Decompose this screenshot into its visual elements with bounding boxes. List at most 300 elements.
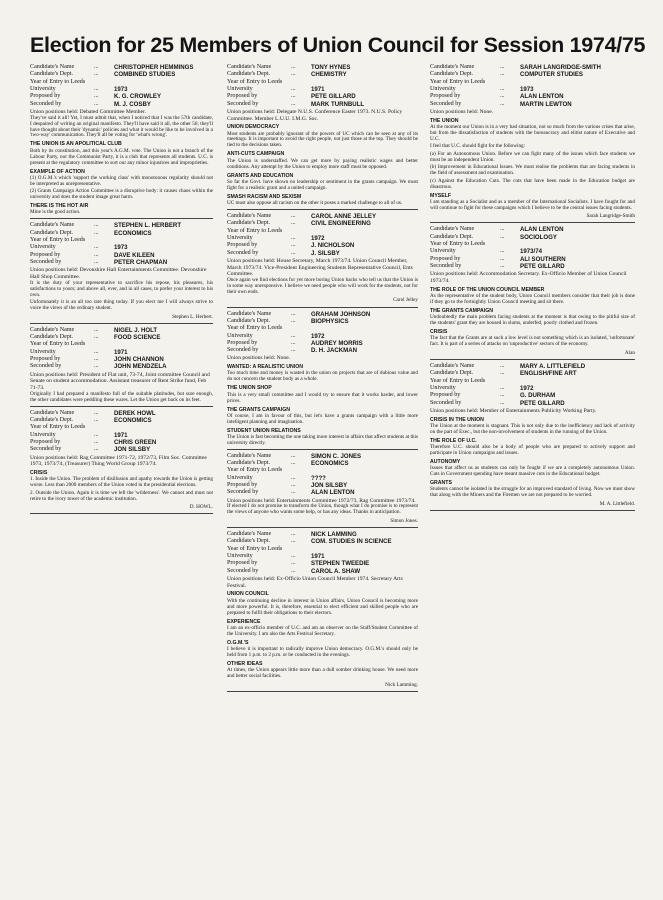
- divider: [30, 218, 213, 219]
- field-dots: ...: [94, 431, 99, 438]
- candidate-name: ALAN LENTON: [520, 226, 564, 234]
- field-label: Candidate's Name: [227, 64, 272, 70]
- field-dots: ...: [94, 251, 99, 258]
- year-of-entry-row: [30, 432, 213, 439]
- field-label: Candidate's Name: [227, 310, 272, 317]
- field-label: University: [30, 431, 56, 438]
- manifesto-paragraph: UC must also oppose all racism on the other it poses a marked challenge to all of us.: [227, 200, 403, 206]
- field-label: University: [30, 348, 56, 355]
- year-of-entry-label-row: [227, 467, 418, 474]
- proposer: ALI SOUTHERN: [520, 255, 566, 263]
- proposer-row: [30, 439, 213, 446]
- manifesto-paragraph: Students cannot be isolated in the struggle for an improved standard of living. Now we must show that along with the Miners and the Firemen we are not prepared to be worried.: [430, 486, 635, 499]
- field-label: Candidate's Dept.: [430, 370, 474, 377]
- field-label: Year of Entry to Leeds: [227, 78, 283, 85]
- candidate-name-row: [227, 453, 418, 460]
- manifesto-paragraph: Of course, I am in favour of this, but let's have a grants campaign with a little more intelligent planning and imagination.: [227, 412, 418, 425]
- divider: [30, 323, 213, 324]
- field-dots: ...: [500, 93, 505, 100]
- section-heading: EXAMPLE OF ACTION: [30, 168, 85, 175]
- field-label: University: [430, 248, 456, 255]
- field-dots: ...: [500, 392, 505, 399]
- positions-held: Union positions held: None.: [227, 355, 291, 362]
- manifesto-paragraph: Once again we find elections for yet more boring Union hacks who tell us that the Union is in some way unresponsive. I believe we need people who will work for the students, not for their own ends.: [227, 276, 418, 295]
- field-dots: ...: [291, 249, 296, 256]
- field-label: University: [30, 85, 56, 92]
- field-dots: ...: [291, 339, 296, 346]
- field-dots: ...: [500, 226, 505, 233]
- seconder: MARTIN LEWTON: [520, 100, 572, 108]
- candidate-name-row: [430, 226, 635, 233]
- candidate-name-row: [430, 363, 635, 370]
- candidate-block: [430, 363, 635, 511]
- candidate-name-row: [30, 410, 213, 417]
- candidate-name: MARY A. LITTLEFIELD: [520, 362, 586, 370]
- year-of-entry: ????: [311, 474, 326, 482]
- field-dots: ...: [94, 348, 99, 355]
- field-label: University: [227, 234, 253, 241]
- manifesto-paragraph: Unfortunately it is an all too rare thing today. If you elect me I will always strive to voice the views of the ordinary student.: [30, 299, 213, 312]
- candidate-dept: SOCIOLOGY: [520, 233, 557, 241]
- field-label: Seconded by: [430, 100, 462, 107]
- positions-held: Union positions held: Accommodation Secretary. Ex-Officio Member of Union Council 1973/74.: [430, 271, 627, 284]
- manifesto-paragraph: The Union at the moment is stagnant. This is not only due to the inefficiency and lack of activity on the part of Exec., but the non-involvement of students in the running of the Union.: [430, 422, 635, 435]
- proposer-row: [430, 392, 635, 399]
- seconder-row: [30, 101, 213, 108]
- divider: [227, 527, 418, 528]
- year-of-entry: 1973: [114, 85, 128, 93]
- field-label: Proposed by: [30, 251, 61, 258]
- candidate-dept: CHEMISTRY: [311, 71, 347, 79]
- divider: [30, 406, 213, 407]
- field-dots: ...: [291, 332, 296, 339]
- manifesto-paragraph: It is the duty of your representative to sacrifice his repose, his pleasures, his satisfactions to yours; and above all, ever, and in all cases, to prefer your interest to his own.: [30, 279, 213, 298]
- section-heading: THE GRANTS CAMPAIGN: [430, 307, 494, 314]
- candidate-name: GRAHAM JOHNSON: [311, 310, 371, 318]
- field-label: Year of Entry to Leeds: [430, 78, 486, 85]
- section-heading: THE ROLE OF U.C.: [430, 437, 477, 444]
- field-label: Year of Entry to Leeds: [430, 241, 486, 248]
- manifesto-paragraph: The Union is fast becoming the one taking more interest in affairs that affect students at this university directly.: [227, 433, 418, 446]
- section-heading: CRISIS IN THE UNION: [430, 416, 484, 423]
- year-of-entry-label-row: [30, 79, 213, 86]
- proposer-row: [227, 340, 418, 347]
- year-of-entry-label-row: [30, 237, 213, 244]
- field-label: Proposed by: [430, 93, 461, 100]
- positions-held: Union positions held: Entertainments Committee 1972/73, Rag Committee 1973/74.: [227, 497, 416, 504]
- field-dots: ...: [94, 334, 99, 341]
- proposer-row: [227, 93, 418, 100]
- proposer: DAVE KILEEN: [114, 251, 155, 259]
- field-label: Candidate's Dept.: [430, 71, 474, 78]
- manifesto-paragraph: 2. Outside the Union. Again it is time we left the 'wilderness'. We cannot and must not retire to the ivory tower of the academic institution.: [30, 489, 213, 502]
- divider: [30, 513, 213, 514]
- seconder: PETER CHAPMAN: [114, 258, 168, 266]
- year-of-entry-label-row: [430, 241, 635, 248]
- field-dots: ...: [500, 362, 505, 369]
- field-label: University: [227, 474, 253, 481]
- field-label: Candidate's Dept.: [227, 538, 271, 545]
- candidate-block: [430, 64, 635, 223]
- year-of-entry-row: [227, 553, 418, 560]
- field-label: Candidate's Dept.: [227, 317, 271, 324]
- proposer: AUDREY MORRIS: [311, 339, 363, 347]
- field-dots: ...: [291, 474, 296, 481]
- year-of-entry: 1972: [311, 234, 325, 242]
- candidate-name: SARAH LANGRIDGE-SMITH: [520, 64, 601, 71]
- field-dots: ...: [500, 71, 505, 78]
- manifesto-paragraph: (b) Improvement in Educational Issues. We must realise the problems that are facing students in the field of assessment and examination.: [430, 164, 635, 177]
- candidate-block: [227, 311, 418, 450]
- candidate-name-row: [430, 64, 635, 71]
- proposer-row: [30, 356, 213, 363]
- field-dots: ...: [291, 452, 296, 459]
- manifesto-paragraph: I believe it is important to radically improve Union democracy. O.G.M.'s should only be held from 1 p.m. to 2 p.m. or be conducted in the evenings.: [227, 645, 418, 658]
- year-of-entry-label-row: [430, 378, 635, 385]
- manifesto-paragraph: At times, the Union appears little more than a dull somber drinking house. We need more and better social facilities.: [227, 667, 418, 680]
- year-of-entry-label-row: [30, 424, 213, 431]
- candidate-name-row: [227, 531, 418, 538]
- positions-held: Union positions held: Member of Entertainments Publicity Working Party.: [430, 407, 597, 414]
- candidate-dept-row: [227, 71, 418, 78]
- manifesto-paragraph: If elected I do not promise to transform the Union, though what I do promise is to represent the views of anyone who wants some help, or has any ideas. Thanks in anticipation.: [227, 503, 418, 516]
- candidate-block: [30, 327, 213, 407]
- proposer-row: [30, 252, 213, 259]
- divider: [430, 510, 635, 511]
- seconder: J. SILSBY: [311, 249, 340, 257]
- field-dots: ...: [94, 71, 99, 78]
- section-heading: WANTED: A REALISTIC UNION: [227, 364, 303, 371]
- section-heading: GRANTS AND EDUCATION: [227, 172, 294, 179]
- section-heading: CRISIS: [30, 469, 48, 476]
- positions-held: Union positions held: Ex-Officio Union Council Member 1974. Secretary Arts Festival.: [227, 575, 403, 589]
- manifesto-paragraph: The Union is understaffed. We can get more by paying realistic wages and better conditions. Any attempt by the Union to employ more staff must be opposed.: [227, 157, 418, 170]
- field-label: Year of Entry to Leeds: [227, 227, 283, 234]
- field-dots: ...: [291, 100, 296, 107]
- field-label: Candidate's Name: [30, 222, 75, 229]
- field-label: Candidate's Dept.: [227, 460, 271, 467]
- field-label: Seconded by: [30, 446, 62, 453]
- manifesto-paragraph: 1. Inside the Union. The problem of disillusion and apathy towards the Union is getting worse. Less than 2000 members of the Union voted in the presidential elections.: [30, 476, 213, 489]
- year-of-entry: 1971: [311, 553, 325, 561]
- candidate-dept-row: [30, 71, 213, 78]
- candidate-dept-row: [227, 220, 418, 227]
- field-label: Year of Entry to Leeds: [30, 341, 86, 348]
- column-2: [227, 64, 418, 886]
- field-dots: ...: [500, 399, 505, 406]
- seconder-row: [227, 101, 418, 108]
- field-label: University: [430, 384, 456, 391]
- field-label: Candidate's Name: [30, 326, 75, 333]
- candidate-dept: BIOPHYSICS: [311, 317, 349, 325]
- page-headline: Election for 25 Members of Union Council for Session 1974/75: [30, 33, 646, 57]
- field-label: Proposed by: [227, 560, 258, 567]
- field-dots: ...: [94, 222, 99, 229]
- field-dots: ...: [291, 85, 296, 92]
- divider: [227, 691, 418, 692]
- field-label: Candidate's Dept.: [30, 71, 74, 78]
- seconder: M. J. COSBY: [114, 100, 151, 108]
- section-heading: MYSELF: [430, 192, 452, 199]
- year-of-entry-label-row: [227, 79, 418, 86]
- field-dots: ...: [291, 567, 296, 574]
- field-label: Seconded by: [227, 489, 259, 496]
- field-label: Seconded by: [227, 347, 259, 354]
- manifesto-paragraph: I am an ex-officio member of U.C. and am an observer on the Staff/Student Committee of the University. I am also the Arts Festival Secretary.: [227, 624, 418, 637]
- candidate-dept: FOOD SCIENCE: [114, 334, 161, 342]
- field-dots: ...: [291, 64, 296, 70]
- candidate-dept: ECONOMICS: [311, 460, 349, 468]
- field-label: Year of Entry to Leeds: [227, 467, 283, 474]
- proposer: JON SILSBY: [311, 482, 348, 490]
- field-label: Seconded by: [227, 249, 259, 256]
- section-heading: AUTONOMY: [430, 458, 461, 465]
- field-label: Candidate's Name: [30, 64, 75, 70]
- candidate-dept: COMPUTER STUDIES: [520, 71, 583, 79]
- manifesto-paragraph: Mine is the good action.: [30, 209, 81, 216]
- field-dots: ...: [94, 356, 99, 363]
- field-dots: ...: [500, 262, 505, 269]
- signature: M. A. Littlefield.: [599, 500, 635, 507]
- field-label: Proposed by: [227, 93, 258, 100]
- signature: Carol Jelley: [393, 297, 418, 304]
- field-label: Year of Entry to Leeds: [227, 545, 283, 552]
- signature: Nick Lamming.: [385, 681, 418, 688]
- signature: D. HOWL.: [189, 504, 213, 511]
- manifesto-paragraph: Most students are probably ignorant of the powers of UC which can be seen at any of its meetings. It is important to avoid the right people, not just those at the top. They should be tied to the decisions taken.: [227, 130, 418, 149]
- seconder-row: [30, 259, 213, 266]
- manifesto-paragraph: With the continuing decline in interest in Union affairs, Union Council is becoming more and more powerful. It is, therefore, essential to elect efficient and skilled people who are prepared to fulfil their obligations to their electors.: [227, 597, 418, 616]
- manifesto-paragraph: The fact that the Grants are at such a low level is not something which is an isolated, 'unfortunate' fact. It is part of a series of attacks on 'unproductive' sectors of the economy.: [430, 335, 635, 348]
- field-label: Proposed by: [30, 93, 61, 100]
- field-label: Candidate's Dept.: [227, 220, 271, 227]
- candidate-name: NIGEL J. HOLT: [114, 326, 158, 334]
- section-heading: STUDENT UNION RELATIONS: [227, 427, 301, 434]
- manifesto-paragraph: Issues that affect us as students can only be fought if we are a completely autonomous Union. Cuts in Government spending have meant massive cuts in the Educational budget.: [430, 465, 635, 478]
- proposer-row: [227, 482, 418, 489]
- seconder-row: [227, 568, 418, 575]
- proposer: STEPHEN TWEEDIE: [311, 560, 370, 568]
- candidate-name-row: [30, 327, 213, 334]
- manifesto-paragraph: (1) O.G.M.'s which 'support the working class' with monotonous regularity should not be interpreted as unrepresentative.: [30, 174, 213, 187]
- candidate-dept-row: [227, 538, 418, 545]
- field-label: Seconded by: [227, 567, 259, 574]
- candidate-dept: ENGLISH/FINE ART: [520, 370, 577, 378]
- field-label: Seconded by: [30, 363, 62, 370]
- manifesto-paragraph: So far the Govt. have shown no leadership or sentiment in the grants campaign. We must fight for a realistic grant and a united campaign.: [227, 178, 418, 191]
- section-heading: GRANTS: [430, 480, 452, 487]
- field-label: Proposed by: [227, 242, 258, 249]
- positions-held: Union positions held: Debated Committee Member.: [30, 108, 146, 115]
- section-heading: SMASH RACISM AND SEXISM: [227, 193, 302, 200]
- positions-held: Union positions held: None.: [430, 108, 494, 115]
- field-dots: ...: [291, 310, 296, 317]
- field-label: University: [430, 85, 456, 92]
- field-dots: ...: [94, 438, 99, 445]
- candidate-name-row: [227, 213, 418, 220]
- field-label: Candidate's Dept.: [30, 417, 74, 423]
- field-label: Candidate's Name: [227, 531, 272, 538]
- candidate-name-row: [30, 64, 213, 71]
- manifesto-paragraph: (c) Against the Education Cuts. The cuts that have been made in the Education budget are disastrous.: [430, 177, 635, 190]
- candidate-block: [227, 64, 418, 210]
- manifesto-paragraph: (2) Grants Campaign Action Committee is a disruptive body: it causes chaos within the university and does the student image great harm.: [30, 188, 213, 201]
- candidate-block: [30, 222, 213, 323]
- section-heading: O.G.M.'S: [227, 639, 249, 646]
- field-dots: ...: [291, 460, 296, 467]
- field-dots: ...: [291, 489, 296, 496]
- year-of-entry-label-row: [227, 546, 418, 553]
- field-dots: ...: [500, 248, 505, 255]
- year-of-entry: 1972: [520, 384, 534, 392]
- candidate-block: [227, 453, 418, 528]
- signature: Simon Jones.: [390, 517, 418, 524]
- year-of-entry-row: [430, 385, 635, 392]
- field-dots: ...: [94, 258, 99, 265]
- year-of-entry: 1973: [114, 244, 128, 252]
- candidate-name: TONY HYNES: [311, 64, 351, 71]
- seconder-row: [227, 489, 418, 496]
- field-label: Proposed by: [30, 438, 61, 445]
- field-dots: ...: [500, 384, 505, 391]
- proposer: ALAN LENTON: [520, 93, 564, 101]
- field-label: Seconded by: [430, 262, 462, 269]
- year-of-entry-label-row: [227, 228, 418, 235]
- manifesto-paragraph: Undoubtedly the main problem facing students at the moment is that owing to the pitiful size of the students' grant they are housed in slums, underfed, poorly clothed and frozen.: [430, 314, 635, 327]
- field-label: Candidate's Name: [227, 212, 272, 219]
- manifesto-paragraph: As the representative of the student body, Union Council members consider that their job is done if they go to the fortnightly Union Council meeting and sit there.: [430, 292, 635, 305]
- divider: [430, 359, 635, 360]
- proposer: K. G. CROWLEY: [114, 93, 162, 101]
- year-of-entry-row: [227, 475, 418, 482]
- section-heading: THERE IS THE HOT AIR: [30, 203, 89, 210]
- field-label: Candidate's Name: [430, 362, 475, 369]
- candidate-dept: ECONOMICS: [114, 229, 152, 237]
- seconder-row: [227, 250, 418, 257]
- signature: Alan: [624, 349, 635, 356]
- year-of-entry-row: [227, 86, 418, 93]
- field-dots: ...: [500, 233, 505, 240]
- field-dots: ...: [291, 553, 296, 560]
- field-label: University: [227, 85, 253, 92]
- field-label: Candidate's Name: [430, 64, 475, 70]
- divider: [430, 222, 635, 223]
- year-of-entry-row: [30, 86, 213, 93]
- candidate-dept: ECONOMICS: [114, 417, 152, 424]
- field-dots: ...: [500, 370, 505, 377]
- section-heading: OTHER IDEAS: [227, 660, 263, 667]
- field-label: University: [227, 553, 253, 560]
- field-dots: ...: [291, 234, 296, 241]
- seconder: PETE GILLARD: [520, 399, 565, 407]
- field-label: Proposed by: [227, 482, 258, 489]
- field-label: Year of Entry to Leeds: [30, 78, 86, 85]
- candidate-dept-row: [30, 230, 213, 237]
- manifesto-paragraph: I am standing as a Socialist and as a member of the International Socialists. I have fought for and will continue to fight for these campaigns which I believe to be the central issues facing students.: [430, 198, 635, 211]
- proposer: J. NICHOLSON: [311, 242, 355, 250]
- positions-held: Union positions held: House Secretary, March 1973/74. Union Council Member, March 1973/74. Vice-President Engineering Students Representative Council, Ents Committee.: [227, 257, 413, 278]
- year-of-entry: 1972: [311, 332, 325, 340]
- proposer-row: [227, 242, 418, 249]
- manifesto-paragraph: This is a very small committee and I would try to ensure that it works harder, and lower prices.: [227, 391, 418, 404]
- seconder: D. H. JACKMAN: [311, 347, 358, 355]
- field-label: Seconded by: [430, 399, 462, 406]
- seconder: JOHN MENDZELA: [114, 363, 167, 371]
- candidate-name-row: [227, 311, 418, 318]
- year-of-entry-label-row: [30, 341, 213, 348]
- field-label: Seconded by: [227, 100, 259, 107]
- field-dots: ...: [500, 64, 505, 70]
- field-label: Candidate's Dept.: [227, 71, 271, 78]
- seconder-row: [30, 446, 213, 453]
- field-label: Seconded by: [30, 100, 62, 107]
- candidate-dept: CIVIL ENGINEERING: [311, 220, 371, 228]
- divider: [227, 449, 418, 450]
- field-dots: ...: [94, 244, 99, 251]
- field-label: Year of Entry to Leeds: [227, 325, 283, 332]
- proposer: G. DURHAM: [520, 392, 556, 400]
- field-label: Seconded by: [30, 258, 62, 265]
- candidate-name: CHRISTOPHER HEMMINGS: [114, 64, 194, 71]
- seconder-row: [430, 101, 635, 108]
- year-of-entry-row: [30, 244, 213, 251]
- proposer: CHRIS GREEN: [114, 438, 157, 446]
- seconder-row: [430, 400, 635, 407]
- candidate-block: [430, 226, 635, 360]
- field-label: Proposed by: [30, 356, 61, 363]
- field-label: Proposed by: [430, 392, 461, 399]
- seconder-row: [227, 347, 418, 354]
- proposer-row: [30, 93, 213, 100]
- field-dots: ...: [291, 317, 296, 324]
- positions-held: Union positions held: Delegate N.U.S. Conference Easter 1973. N.U.S. Policy Committee. Member L.U.U. I.M.G. Soc.: [227, 108, 403, 122]
- section-heading: EXPERIENCE: [227, 618, 261, 625]
- manifesto-paragraph: I feel that U.C. should fight for the following:: [430, 143, 526, 150]
- section-heading: THE UNION: [430, 117, 459, 124]
- column-1: [30, 64, 213, 886]
- candidate-name-row: [227, 64, 418, 71]
- candidate-dept-row: [430, 370, 635, 377]
- candidate-dept: COMBINED STUDIES: [114, 71, 176, 79]
- seconder: JON SILSBY: [114, 446, 151, 454]
- candidate-block: [227, 531, 418, 692]
- section-heading: UNION COUNCIL: [227, 591, 269, 598]
- field-dots: ...: [94, 64, 99, 70]
- field-dots: ...: [291, 531, 296, 538]
- year-of-entry-label-row: [430, 79, 635, 86]
- positions-held: Union positions held: Devonshire Hall Entertainments Committee. Devonshire Hall Shop Committee.: [30, 267, 207, 280]
- section-heading: ANTI-CUTS CAMPAIGN: [227, 151, 285, 158]
- candidate-block: [30, 64, 213, 219]
- candidate-name: CAROL ANNE JELLEY: [311, 212, 377, 220]
- proposer-row: [430, 93, 635, 100]
- manifesto-paragraph: Therefore U.C. should also be a body of people who are prepared to actively support and participate in Union campaigns and issues.: [430, 443, 635, 456]
- year-of-entry: 1973/74: [520, 248, 543, 256]
- field-dots: ...: [291, 242, 296, 249]
- candidate-name: DEREK HOWL: [114, 409, 156, 417]
- divider: [227, 307, 418, 308]
- proposer-row: [430, 256, 635, 263]
- manifesto-paragraph: Originally I had prepared a manifesto full of the suitable platitudes, but sure enough, the other candidates were peddling these wares. Let the Union get back on its feet.: [30, 390, 213, 403]
- year-of-entry: 1971: [114, 431, 128, 439]
- year-of-entry: 1971: [311, 85, 325, 93]
- field-dots: ...: [94, 85, 99, 92]
- field-label: Year of Entry to Leeds: [30, 237, 86, 244]
- seconder: MARK TURNBULL: [311, 100, 365, 108]
- field-dots: ...: [291, 71, 296, 78]
- field-label: Candidate's Name: [227, 452, 272, 459]
- field-dots: ...: [500, 255, 505, 262]
